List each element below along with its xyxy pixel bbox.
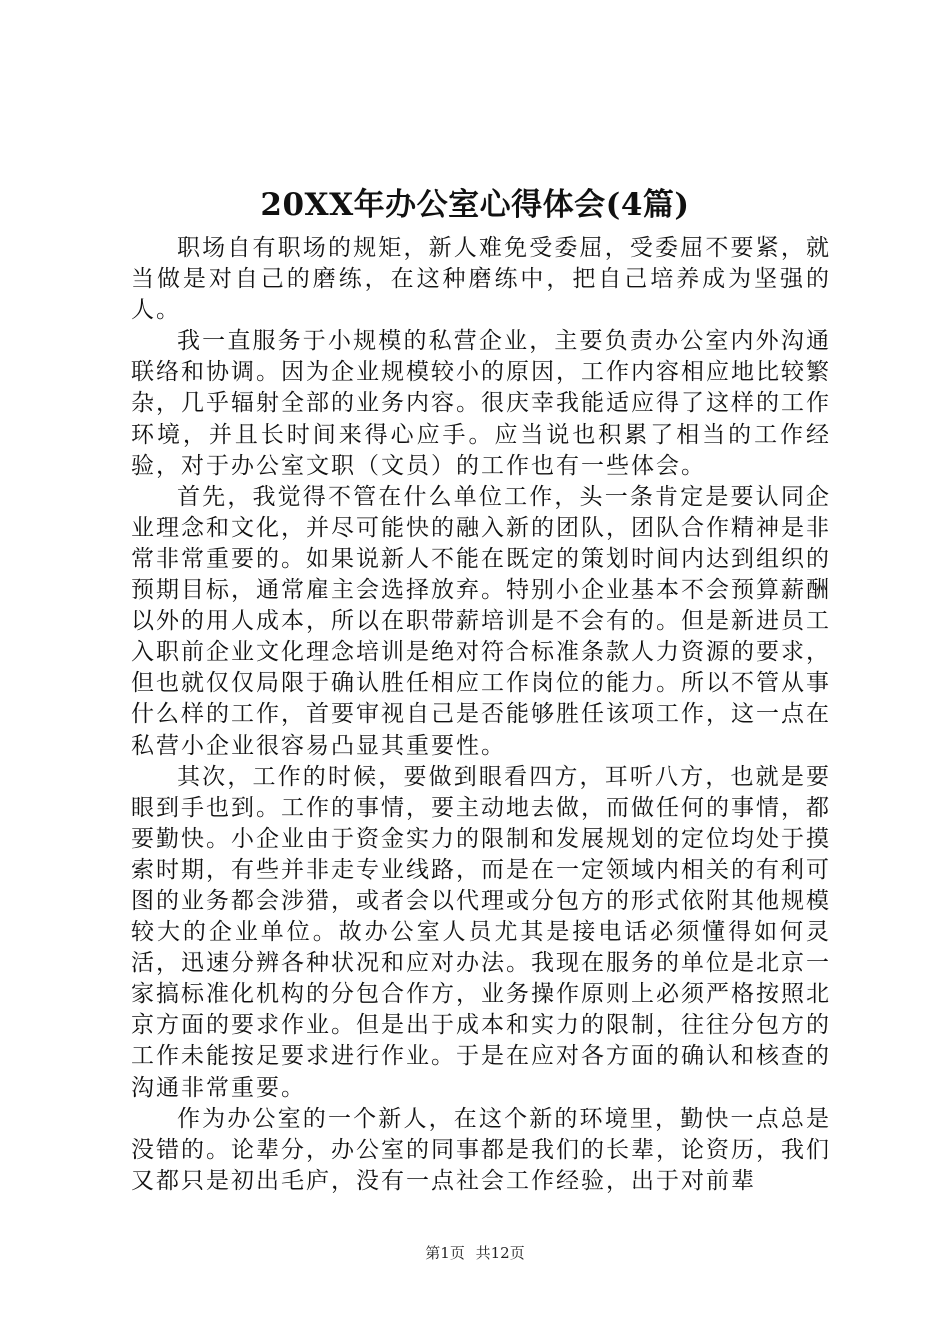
page-number: 第1页 <box>425 1244 465 1262</box>
document-body <box>131 233 831 1197</box>
paragraph: 作为办公室的一个新人，在这个新的环境里，勤快一点总是没错的。论辈分，办公室的同事都是我们的长辈，论资历，我们又都只是初出毛庐，没有一点社会工作经验，出于对前辈 <box>131 1105 831 1194</box>
document-title: 20XX年办公室心得体会(4篇) <box>260 187 690 223</box>
paragraph: 职场自有职场的规矩，新人难免受委屈，受委屈不要紧，就当做是对自己的磨练，在这种磨练中，把自己培养成为坚强的人。 <box>131 235 831 324</box>
paragraph: 其次，工作的时候，要做到眼看四方，耳听八方，也就是要眼到手也到。工作的事情，要主动地去做，而做任何的事情，都要勤快。小企业由于资金实力的限制和发展规划的定位均处于摸索时期，有些并非走专业线路，而是在一定领域内相关的有利可图的业务都会涉猎，或者会以代理或分包方的形式依附其他规模较大的企业单位。故办公室人员尤其是接电话必须懂得如何灵活，迅速分辨各种状况和应对办法。我现在服务的单位是北京一家搞标准化机构的分包合作方，业务操作原则上必须严格按照北京方面的要求作业。但是出于成本和实力的限制，往往分包方的工作未能按足要求进行作业。于是在应对各方面的确认和核查的沟通非常重要。 <box>131 763 831 1101</box>
paragraph: 我一直服务于小规模的私营企业，主要负责办公室内外沟通联络和协调。因为企业规模较小的原因，工作内容相应地比较繁杂，几乎辐射全部的业务内容。很庆幸我能适应得了这样的工作环境，并且长时间来得心应手。应当说也积累了相当的工作经验，对于办公室文职（文员）的工作也有一些体会。 <box>131 328 831 479</box>
paragraph: 首先，我觉得不管在什么单位工作，头一条肯定是要认同企业理念和文化，并尽可能快的融入新的团队，团队合作精神是非常非常重要的。如果说新人不能在既定的策划时间内达到组织的预期目标，通常雇主会选择放弃。特别小企业基本不会预算薪酬以外的用人成本，所以在职带薪培训是不会有的。但是新进员工入职前企业文化理念培训是绝对符合标准条款人力资源的要求，但也就仅仅局限于确认胜任相应工作岗位的能力。所以不管从事什么样的工作，首要审视自己是否能够胜任该项工作，这一点在私营小企业很容易凸显其重要性。 <box>131 483 831 759</box>
page-total: 共12页 <box>475 1244 525 1262</box>
page-footer <box>0 1243 950 1263</box>
